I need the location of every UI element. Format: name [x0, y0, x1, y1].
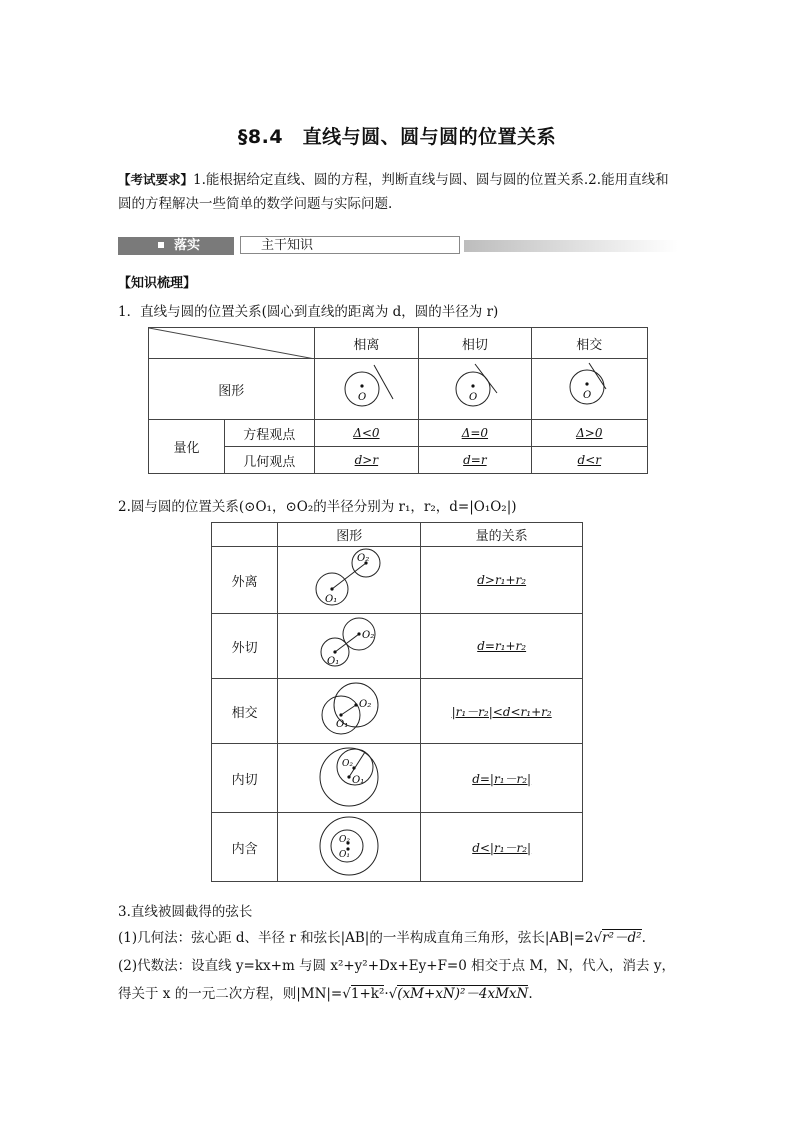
t2-figure-intersect: [278, 679, 421, 744]
requirements-label: 【考试要求】: [118, 172, 194, 187]
circles-contain-diagram: [279, 813, 419, 877]
requirements-line1: 1.能根据给定直线、圆的方程，判断直线与圆、圆与圆的位置关系.2.能用直线和: [193, 172, 669, 188]
circles-intersect-diagram: [279, 679, 419, 739]
t2-row-name-intersect: 相交: [212, 679, 278, 744]
line-separate-diagram: [326, 359, 406, 415]
sqrt-radical-icon: √: [388, 986, 398, 1002]
t2-relation-ext-tangent: d=r₁+r₂: [421, 614, 583, 679]
o1-label: O₁: [327, 656, 340, 667]
diagonal-line: [149, 328, 315, 359]
diagonal-header-cell: [149, 328, 315, 359]
requirements-line2: 圆的方程解决一些简单的数学问题与实际问题.: [118, 196, 393, 212]
center-label: O: [468, 392, 478, 403]
col-header-separate: 相离: [314, 328, 419, 359]
square-bullet-icon: [158, 242, 164, 248]
center-label: O: [358, 392, 367, 403]
section-bar-light: 主干知识: [240, 236, 460, 254]
row-label-quantify: 量化: [149, 420, 225, 474]
o1-label: O₁: [325, 594, 338, 605]
line-circle-table: [148, 327, 648, 474]
t2-header-figure: 图形: [278, 523, 421, 547]
o2-label: O₂: [339, 835, 351, 845]
t2-figure-separate: [278, 547, 421, 614]
figure-intersect: [531, 359, 647, 420]
col-header-intersect: 相交: [531, 328, 647, 359]
item3-geo-sqrt: r²－d²: [602, 930, 642, 946]
cell-geo-separate: d>r: [314, 447, 419, 474]
section-bar-dark-label: 落实: [174, 238, 201, 253]
section-bar-dark: [118, 237, 234, 255]
item3-heading: 3.直线被圆截得的弦长: [118, 904, 253, 920]
col-header-tangent: 相切: [419, 328, 531, 359]
figure-separate: [314, 359, 419, 420]
item3-algebraic-line2: 得关于 x 的一元二次方程，则|MN|=√1+k²·√(xM+xN)²－4xMxN.: [118, 986, 533, 1002]
cell-eq-separate: Δ<0: [314, 420, 419, 447]
cell-eq-intersect: Δ>0: [531, 420, 647, 447]
t2-relation-intersect: |r₁－r₂|<d<r₁+r₂: [421, 679, 583, 744]
t2-row-name-int-tangent: 内切: [212, 744, 278, 813]
line-intersect-diagram: [549, 359, 629, 415]
item3-alg-sqrt2: (xM+xN)²－4xMxN: [397, 986, 529, 1002]
line-tangent-diagram: [435, 359, 515, 415]
o1-label: O₁: [352, 775, 365, 786]
knowledge-heading: 【知识梳理】: [118, 276, 197, 291]
o1-label: O₁: [336, 719, 349, 730]
cell-geo-tangent: d=r: [419, 447, 531, 474]
figure-tangent: [419, 359, 531, 420]
t2-row-name-ext-tangent: 外切: [212, 614, 278, 679]
o2-label: O₂: [362, 630, 375, 641]
section-bar-fade: [464, 240, 678, 252]
sub-row-label-equation: 方程观点: [224, 420, 314, 447]
section-bar: [118, 236, 678, 256]
t2-relation-int-tangent: d=|r₁－r₂|: [421, 744, 583, 813]
cell-eq-tangent: Δ=0: [419, 420, 531, 447]
cell-geo-intersect: d<r: [531, 447, 647, 474]
t2-relation-contain: d<|r₁－r₂|: [421, 813, 583, 882]
circle-circle-table: [211, 522, 583, 882]
item2-heading: 2.圆与圆的位置关系(⊙O₁，⊙O₂的半径分别为 r₁，r₂，d=|O₁O₂|): [118, 499, 517, 515]
sqrt-radical-icon: √: [593, 930, 603, 946]
t2-header-relation: 量的关系: [421, 523, 583, 547]
t2-header-empty: [212, 523, 278, 547]
page-title: §8.4 直线与圆、圆与圆的位置关系: [237, 126, 557, 148]
item3-alg-sqrt1: 1+k²: [350, 986, 385, 1002]
t2-figure-ext-tangent: [278, 614, 421, 679]
item3-geo-prefix: (1)几何法：弦心距 d、半径 r 和弦长|AB|的一半构成直角三角形，弦长|AB|=2: [118, 930, 594, 946]
circles-ext-tangent-diagram: [279, 614, 419, 674]
item3-geometric-method: (1)几何法：弦心距 d、半径 r 和弦长|AB|的一半构成直角三角形，弦长|AB|=2√r²－d².: [118, 930, 646, 946]
center-label: O: [583, 390, 592, 401]
t2-figure-contain: [278, 813, 421, 882]
sqrt-radical-icon: √: [342, 986, 351, 1002]
o2-label: O₂: [359, 699, 372, 710]
exam-requirements: [118, 168, 688, 216]
o2-label: O₂: [357, 553, 370, 564]
item3-algebraic-line1: (2)代数法：设直线 y=kx+m 与圆 x²+y²+Dx+Ey+F=0 相交于点 M，N，代入，消去 y，: [118, 958, 675, 974]
o2-label: O₂: [342, 759, 354, 769]
item1-heading: 1．直线与圆的位置关系(圆心到直线的距离为 d，圆的半径为 r): [118, 304, 499, 320]
circles-int-tangent-diagram: [279, 744, 419, 808]
sub-row-label-geometry: 几何观点: [224, 447, 314, 474]
item3-alg-prefix: 得关于 x 的一元二次方程，则|MN|=: [118, 986, 343, 1002]
t2-row-name-contain: 内含: [212, 813, 278, 882]
row-label-figure: 图形: [149, 359, 315, 420]
o1-label: O₁: [339, 850, 351, 860]
t2-figure-int-tangent: [278, 744, 421, 813]
t2-row-name-separate: 外离: [212, 547, 278, 614]
t2-relation-separate: d>r₁+r₂: [421, 547, 583, 614]
circles-separate-diagram: [279, 547, 419, 609]
